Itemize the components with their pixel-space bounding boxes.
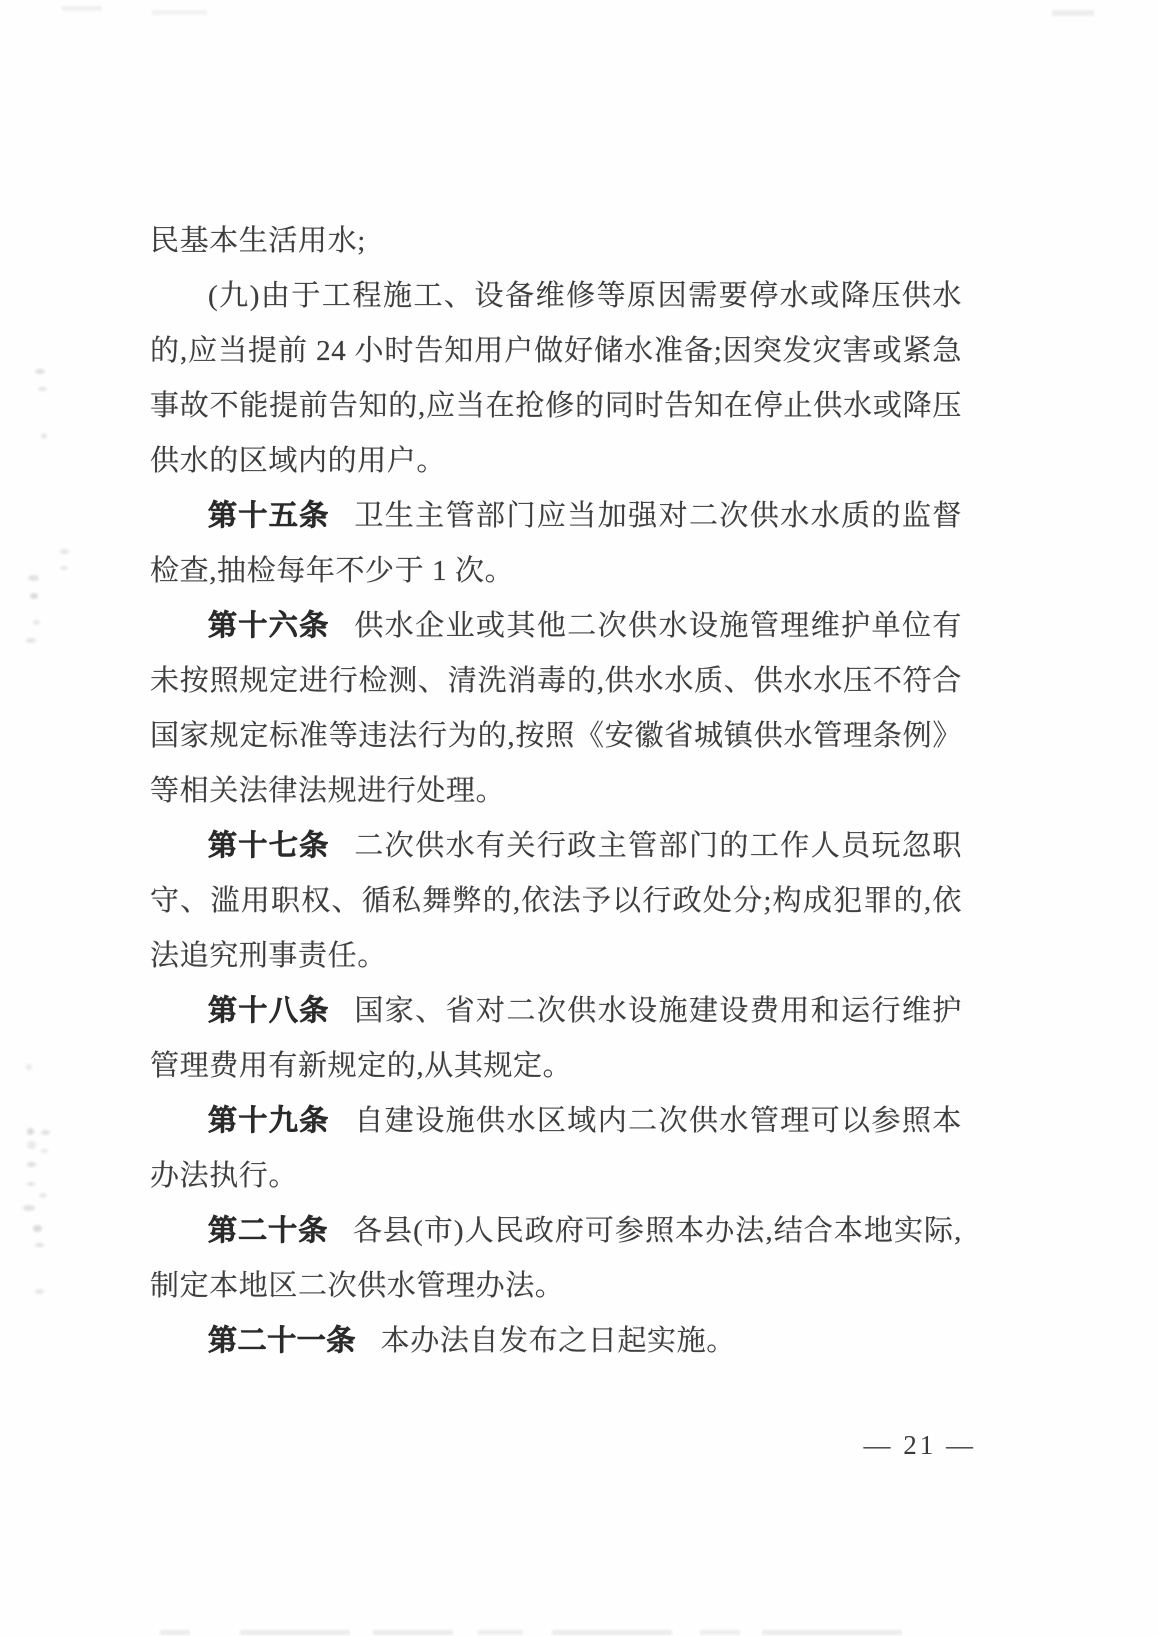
scan-smudge [28, 575, 39, 581]
scan-artifact [1052, 10, 1094, 16]
paragraph-text: (九)由于工程施工、设备维修等原因需要停水或降压供水的,应当提前 24 小时告知用户做好储水准备;因突发灾害或紧急事故不能提前告知的,应当在抢修的同时告知在停止供水或降压供水的区域内的用户。 [150, 280, 962, 477]
paragraph-article-19 [150, 1094, 962, 1204]
page-number: — 21 — [863, 1430, 976, 1460]
paragraph-text: 卫生主管部门应当加强对二次供水水质的监督检查,抽检每年不少于 1 次。 [150, 500, 962, 587]
paragraph-article-16 [150, 599, 962, 819]
scan-smudge [33, 620, 40, 625]
scan-artifact-bottom [160, 1630, 190, 1635]
paragraph-text: 各县(市)人民政府可参照本办法,结合本地实际,制定本地区二次供水管理办法。 [150, 1215, 962, 1302]
article-number: 第十五条 [208, 500, 330, 532]
scan-smudge [60, 566, 68, 570]
paragraph-text: 供水企业或其他二次供水设施管理维护单位有未按照规定进行检测、清洗消毒的,供水水质、供水水压不符合国家规定标准等违法行为的,按照《安徽省城镇供水管理条例》等相关法律法规进行处理。 [150, 610, 962, 807]
scan-smudge [27, 1182, 35, 1186]
paragraph-continuation [150, 214, 962, 269]
scan-artifact-bottom [240, 1630, 350, 1635]
scan-artifact-bottom [700, 1630, 740, 1635]
paragraph-article-20 [150, 1204, 962, 1314]
scan-smudge [26, 1064, 32, 1070]
paragraph-article-15 [150, 489, 962, 599]
paragraph-text: 国家、省对二次供水设施建设费用和运行维护管理费用有新规定的,从其规定。 [150, 995, 962, 1082]
article-number: 第十六条 [208, 610, 330, 642]
article-number: 第十七条 [208, 830, 330, 862]
article-number: 第二十一条 [208, 1325, 357, 1357]
paragraph-article-21 [150, 1314, 962, 1369]
scan-smudge [60, 549, 69, 554]
paragraph-article-17 [150, 819, 962, 984]
paragraph-text: 自建设施供水区域内二次供水管理可以参照本办法执行。 [150, 1105, 962, 1192]
scan-artifact-bottom [552, 1630, 672, 1635]
scan-smudge [38, 387, 47, 391]
paragraph-item-9 [150, 269, 962, 489]
paragraph-text: 本办法自发布之日起实施。 [380, 1325, 736, 1357]
scan-smudge [39, 1193, 47, 1198]
scan-smudge [26, 638, 36, 643]
paragraph-article-18 [150, 984, 962, 1094]
article-number: 第十八条 [208, 995, 330, 1027]
scan-smudge [27, 1162, 36, 1167]
scan-artifact-bottom [373, 1630, 453, 1635]
scan-smudge [41, 433, 47, 439]
article-number: 第二十条 [208, 1215, 329, 1247]
article-number: 第十九条 [208, 1105, 330, 1137]
scan-smudge [35, 1243, 44, 1247]
scan-smudge [27, 1128, 34, 1135]
scan-artifact-bottom [762, 1630, 902, 1635]
scan-smudge [33, 1225, 42, 1232]
scan-smudge [41, 1149, 48, 1153]
scan-artifact [62, 6, 102, 11]
scan-smudge [35, 369, 45, 374]
scan-smudge [41, 1130, 50, 1135]
scan-artifact [152, 10, 207, 15]
scan-artifact-bottom [478, 1630, 523, 1635]
scan-smudge [35, 1289, 44, 1294]
scan-smudge [23, 1205, 35, 1211]
paragraph-text: 民基本生活用水; [150, 225, 366, 257]
document-body [150, 214, 962, 1369]
scan-smudge [27, 1141, 36, 1149]
scan-smudge [30, 593, 38, 599]
paragraph-text: 二次供水有关行政主管部门的工作人员玩忽职守、滥用职权、循私舞弊的,依法予以行政处分;构成犯罪的,依法追究刑事责任。 [150, 830, 962, 972]
